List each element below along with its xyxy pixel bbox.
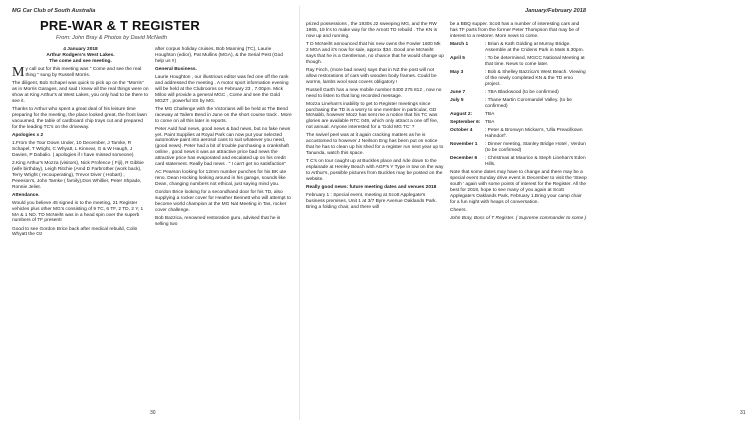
- paragraph: AC Pearson looking for 12mm number punches for his BK ute reno. Dean Hocking looking around in his garage, sounds like Dean, changing numbers not ethical, just saying mind you.: [155, 170, 287, 187]
- paragraph: after corpus holiday cruises, Bob Manning (TC), Laurie Houghton (edior), Pat Mullins (MGA), & the Serial Pest (God help us !!): [155, 47, 283, 64]
- event-text: : TBA Blackwood (to be confirmed): [485, 89, 559, 95]
- event-item: [450, 120, 588, 126]
- paragraph: Peter Auld had news, good news & bad news, but no fake news yet. Paint Supplies at Royal Park can now put your selected automotive paint into aerosol cans to suit whatever you need, (good news). Peter had a bit of trouble purchasing a crankshaft online , good news it was an attractive price bad news the attractive price has evaporated and escalated up on his credit card statement. Really bad news . " I can't get no satisfaction": [155, 126, 291, 168]
- paragraph: Ray Finch, (more bad news) says that in NZ the post will not allow restorations of cars with wooden body frames. Could be worms, lambs wool seat covers obligatory !: [306, 67, 437, 85]
- left-columns: [12, 47, 292, 241]
- event-text: : Thane Martin Coromandel Valley. (to be confirmed): [485, 97, 572, 109]
- business-heading: General Business.: [155, 66, 197, 72]
- meeting-venue: Arthur Rodgers's West Lakes.: [46, 53, 115, 59]
- paragraph: Bob Bazzica, renowned restoration guru, advised that he is selling two: [155, 215, 281, 227]
- paragraph: Laurie Houghton , our illustrious editor was fed one off the rank and addressed the meeting . A motor sport information evening will be held at the Clubrooms on February 23 , 7.00pm. Mick Miloo will provide a general MGC , Come and see the Gold MGZT , powerful SS by MG.: [155, 75, 289, 104]
- attendance-heading: Attendance.: [12, 192, 40, 198]
- event-item: [450, 56, 588, 68]
- event-text: : Christmas at Maurice & Steph Linehan's Eden Hills.: [485, 156, 586, 167]
- event-item: [450, 98, 588, 110]
- right-page: [300, 0, 746, 424]
- event-text: : Dinner meeting, Stanley Bridge Hotel , Verdun (to be confirmed): [485, 142, 586, 153]
- event-item: [450, 112, 588, 118]
- issue-date: January/February 2018: [525, 8, 586, 14]
- event-text: TBA: [485, 120, 495, 125]
- page-number-right: 31: [740, 410, 746, 416]
- events-list: [450, 42, 588, 168]
- signoff-text: John Bray, Boss of T Register. ( Supreme commander to some ): [450, 215, 587, 221]
- event-item: [450, 142, 588, 154]
- paragraph: Note that some dates may have to change and there may be a special event Sunday drive event in December to visit the 'Steep south ' again with some points of interest for the Register. All the best for 2018, hope to see many of you again at Scott Applegate's Oaklands Park, February 1.Bring your camp chair for a fun night with heaps of conversation.: [450, 170, 587, 205]
- event-text: : Peter & Bronwyn Mickan's, 'Ulla Preacilkown Hahndorf'.: [485, 128, 583, 139]
- page-number-left: 30: [150, 410, 156, 416]
- paragraph: Mozza Linehan's inability to get to Register meetings since purchasing the TD is a worry to one member in particular, GD McNabb, however Mozz has sent me a notice that his TC was glories are available RTC 049, which only attract a one off fee, not annual. Anyone interested for a 'Gold MG TC' ?: [306, 101, 439, 131]
- event-text: : Brian & Kath Golding at Murray Bridge. Assemble at the Cridens Park in Mats 6.30pm.: [485, 41, 584, 53]
- event-item: [450, 42, 588, 54]
- event-date: September 6:: [450, 120, 481, 125]
- event-text: : To be determined, MGCC National Meeting at that time. News to come later.: [485, 55, 585, 67]
- right-column-2: [450, 22, 588, 224]
- event-item: [450, 70, 588, 88]
- event-item: [450, 128, 588, 140]
- meeting-date: 4 January 2018: [63, 47, 98, 52]
- paragraph: Russell Garth has a new mobile number 0400 275 812 , now no need to listen to that long recorded message.: [306, 87, 442, 99]
- article-title: PRE-WAR & T REGISTER: [40, 18, 201, 33]
- club-name: MG Car Club of South Australia: [12, 8, 96, 14]
- event-item: [450, 156, 588, 168]
- apologies-item: 2.King Arthur's Mozza (visitors), Nick Profence ( Fiji), R Gibbie (wife birthday), Leigh Ritchie (Amd D Farbrother (work back), Terry Wright ( recouperating), Trevor Diver ( Hobart) , Peeeson's, John Tamke ( family),Don Whillier, Peter Shpade, Ronnie Jeliet.: [12, 160, 144, 190]
- event-text: : Bob & Shelley Bazzica's West Beach. Viewing of the newly completed KN & the TD emo project.: [485, 69, 586, 87]
- dropcap-letter: M: [12, 65, 25, 81]
- apologies-heading: Apologies x 2: [12, 132, 44, 138]
- intro-text: y call out for this meeting was " Come and see the real thing " sung by Russell Morris.: [25, 67, 142, 79]
- paragraph: be a BBQ supper. Scott has a number of interesting cars and has TF parts from the former Peter Thompson that may be of interest to a restorer. More news to come.: [450, 22, 580, 39]
- meeting-tagline: The come and see meeting.: [49, 59, 112, 65]
- event-date: March 1: [450, 41, 469, 47]
- event-date: June 7: [450, 89, 466, 95]
- event-date: July 5: [450, 97, 464, 103]
- event-date: April 5: [450, 55, 465, 61]
- event-text: TBA: [485, 111, 495, 117]
- paragraph: Gordon Brice looking for a secondhand door for his TD, also supplying a rocker cover for Heather Bennett who will attempt to become world champion at the MG Nat Meeting in Tas, rocker cover challenge.: [155, 190, 291, 213]
- event-date: October 4: [450, 128, 473, 134]
- event-date: November 1: [450, 142, 478, 148]
- intro-paragraph: [12, 67, 149, 79]
- cheers-text: Cheers.: [450, 207, 467, 213]
- paragraph: Thanks to Arthur who spent a great deal of his leisure time preparing for the meeting, the place looked great, the front lawn vacuumed, the table of cardboard chip trays cut and prepared for the leading TC's on the driveway.: [12, 107, 147, 130]
- left-column-2: [155, 47, 292, 241]
- article-byline: From: John Bray & Photos by David McNeith: [56, 35, 167, 41]
- paragraph: Good to see Gordon Brice back after medical rebuild, Colin Whyatt the Oz: [12, 226, 138, 238]
- paragraph: T C's on tour caught up at Buckles place and ride down to the esplanade at Henley Beach with AGP's Y Type in tow on the way to Arthur's, possible pictures from Buckles may be posted on the website.: [306, 159, 444, 182]
- left-page: [0, 0, 300, 424]
- left-column-1: [12, 47, 149, 241]
- apologies-item: 1.From the Tour Down Under, 10 December, J Tamke, R Schapel, T Wright, C Whyatt, L Kinnear, G & W Haugh, J Davies, P Dabalio. ( apologies if I have missed someone): [12, 141, 134, 158]
- events-heading: Really good news: future meeting dates and venues 2018: [306, 184, 437, 190]
- event-item: [450, 90, 588, 96]
- event-date: May 3: [450, 69, 464, 75]
- paragraph: February 1 : Special event, meeting at Scott Applegate's business premises, Unit 1 at 3/7 Byre Avenue Oaklands Park. Bring a folding chair, and there will: [306, 193, 437, 210]
- paragraph: The diligent, Bob Schapel was quick to pick up on the "Morris" as in Morris Garages, and said I knew all the real things were on show at King Arthur's at West Lakes, you only had to be there to see it.: [12, 81, 149, 104]
- paragraph: T D McNeiht announced that his new owns the Fowler 1600 Mk 2 MGA and it's now for sale, approx $34 .Good one McNeiht says that he is a Gentleman, no chance that he would change up though.: [306, 41, 444, 65]
- paragraph: The swivel peel was at it again cracking matters as he is accustomed to however J Neilson Eng has been put on notice that he has to clean up his shed for a register run next year up to Tanunda, watch this space.: [306, 133, 444, 157]
- event-date: December 6: [450, 156, 478, 162]
- right-column-1: [306, 22, 444, 224]
- right-columns: [306, 22, 588, 224]
- paragraph: prized possessions , the 1930s J2 sweeping MG, and the RW 1965, 19 k's to make way for the Arnott TD rebuild . The KN is now up and running.: [306, 22, 438, 39]
- paragraph: The MG Challenge with the Victorians will be held at The Bend raceway at Tailem Bend in June on the short course track . More to come on all this later in reports.: [155, 106, 292, 124]
- paragraph: Would you believe 45 signed in to the meeting, 21 Register vehicles plus other MG's consisting of 9 TC, 6 TF, 2 TD, 2 Y, 1 MA & 1 ND. TD McNeiht was in a head spin over the superb numbers of TF present!: [12, 200, 144, 224]
- event-date: August 2:: [450, 111, 473, 117]
